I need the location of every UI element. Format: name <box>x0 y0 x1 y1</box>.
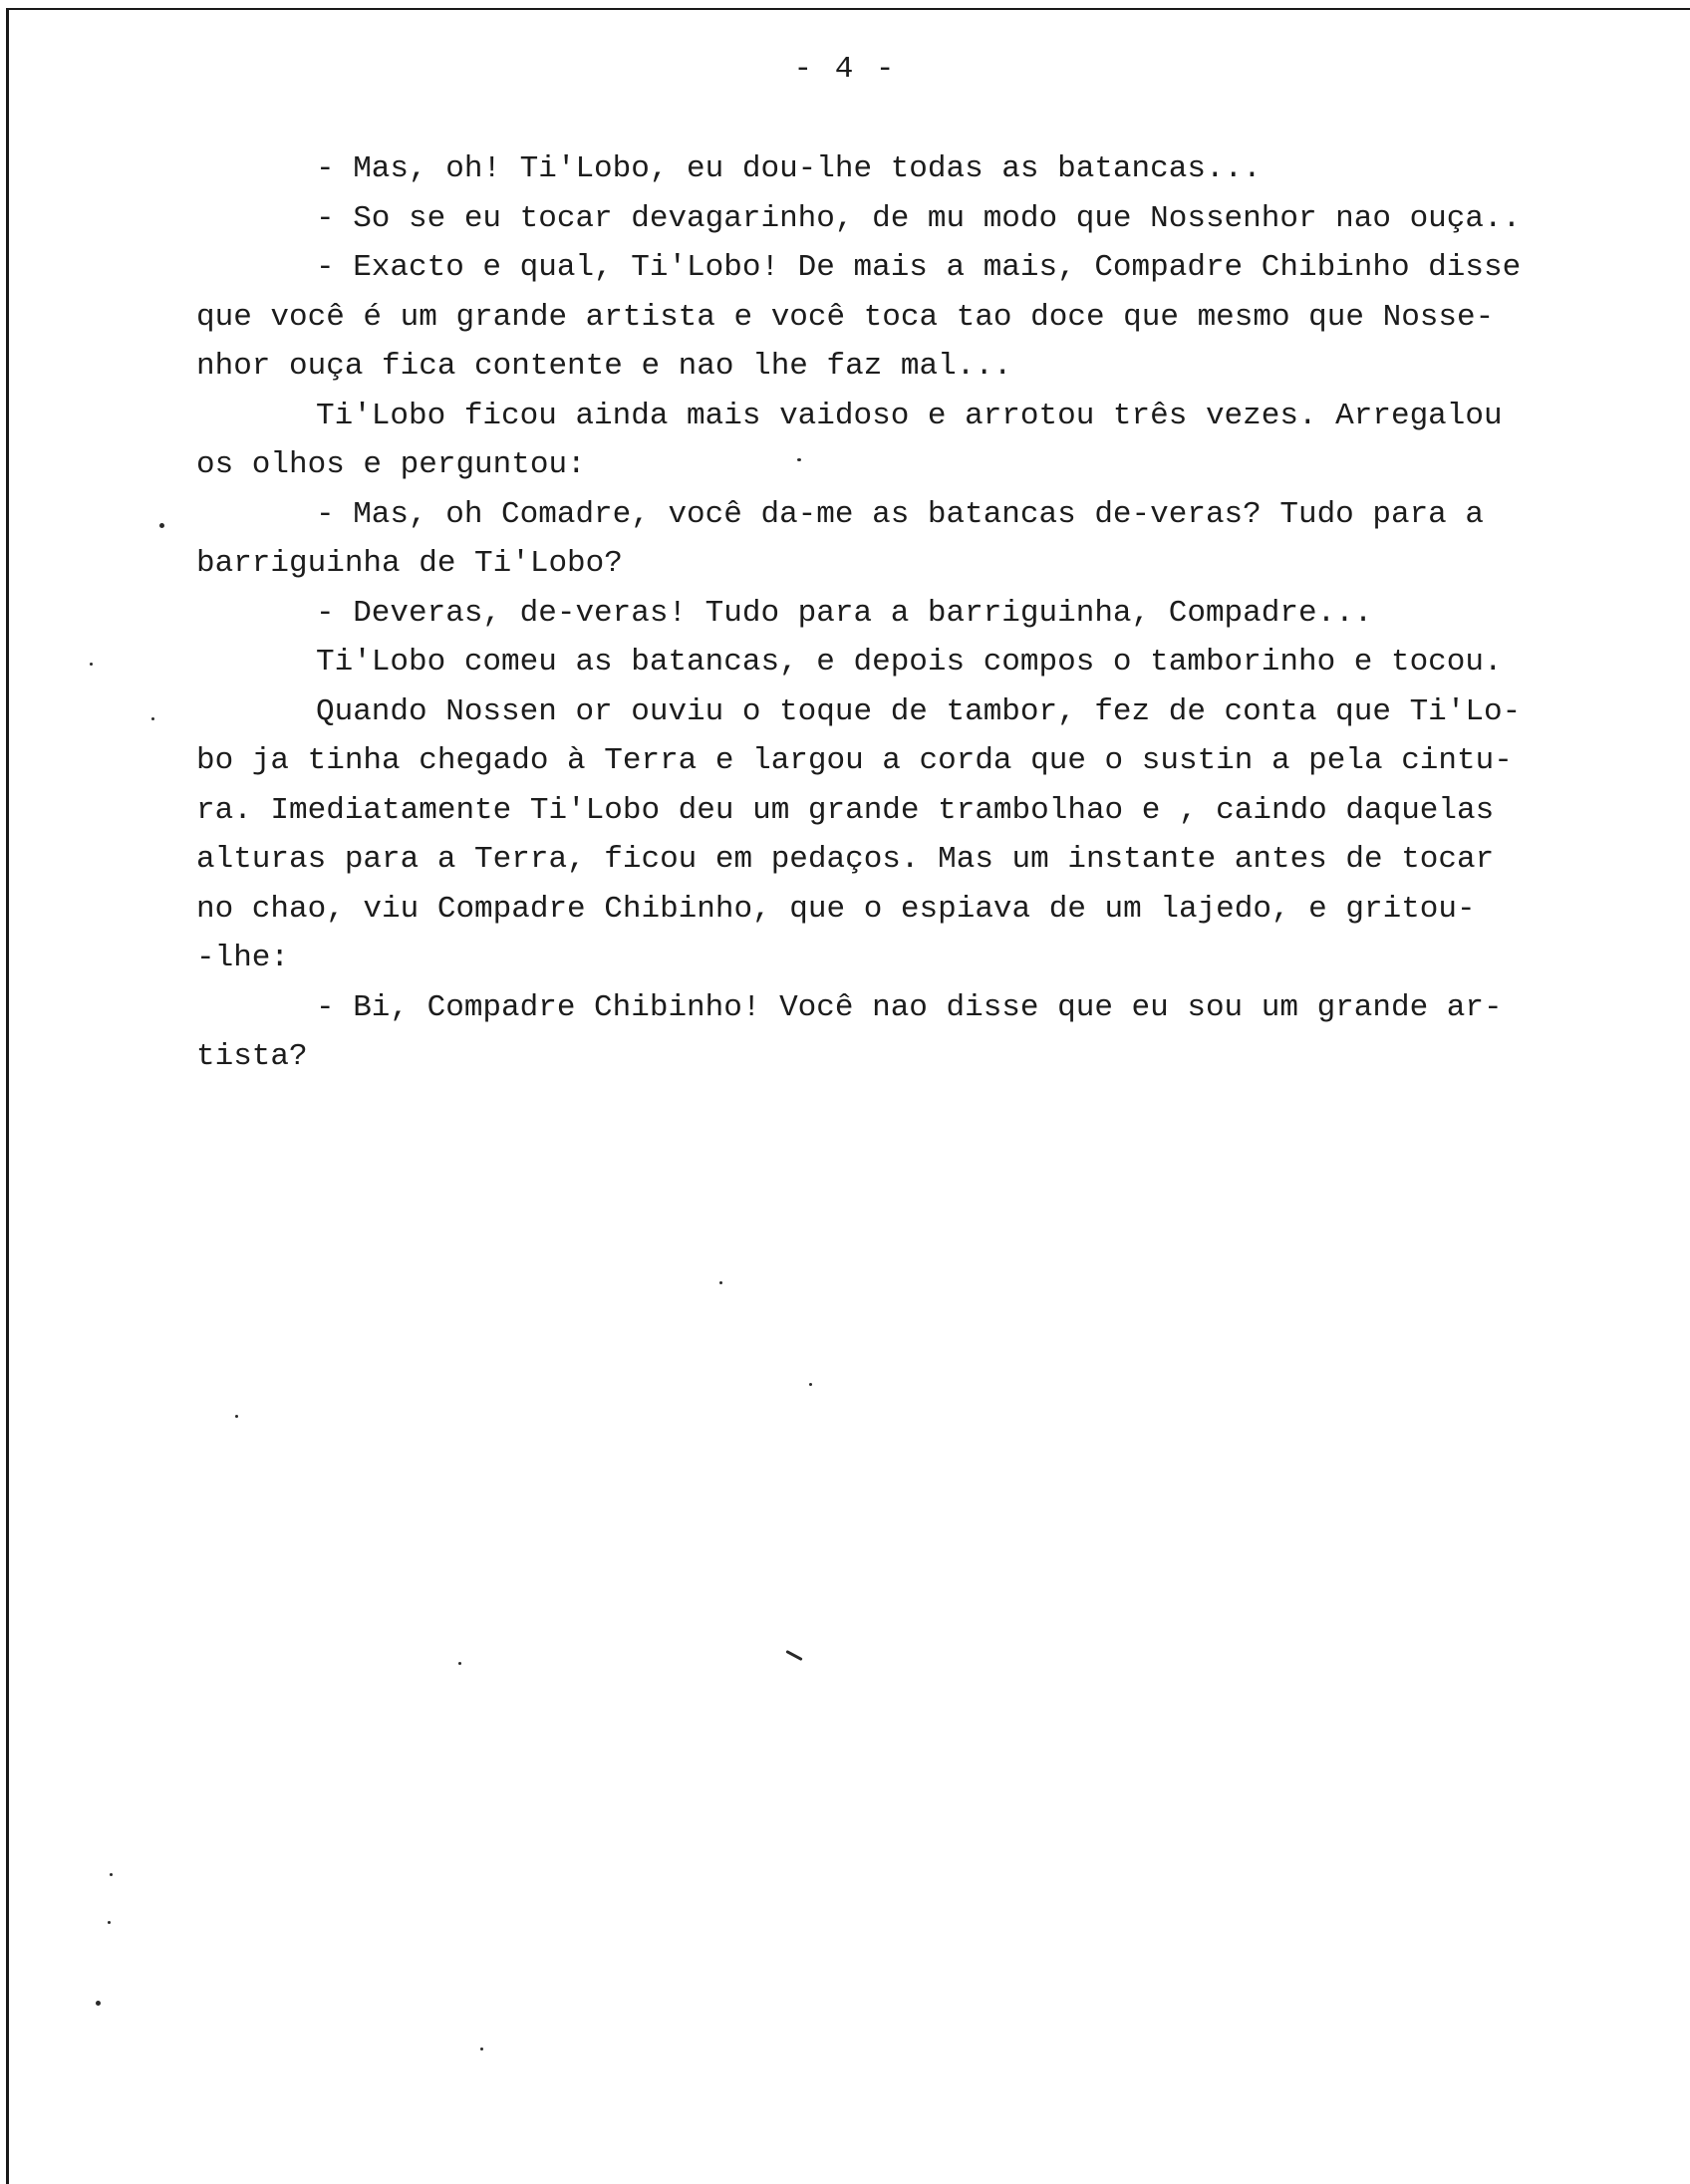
text-line: Ti'Lobo comeu as batancas, e depois compos o tamborinho e tocou. <box>316 645 1503 680</box>
text-line: Quando Nossen or ouviu o toque de tambor, fez de conta que Ti'Lo- <box>316 693 1522 729</box>
text-line: alturas para a Terra, ficou em pedaços. Mas um instante antes de tocar <box>196 842 1495 877</box>
text-line: - Mas, oh Comadre, você da-me as batancas de-veras? Tudo para a <box>316 496 1484 532</box>
text-line: barriguinha de Ti'Lobo? <box>196 546 623 581</box>
text-line: - So se eu tocar devagarinho, de mu modo que Nossenhor nao ouça.. <box>316 200 1522 236</box>
scan-speck <box>458 1662 461 1665</box>
scan-speck <box>809 1383 812 1386</box>
text-line: os olhos e perguntou: <box>196 447 586 482</box>
text-line: no chao, viu Compadre Chibinho, que o espiava de um lajedo, e gritou- <box>196 891 1476 927</box>
text-line: -lhe: <box>196 941 290 975</box>
text-line: - Deveras, de-veras! Tudo para a barriguinha, Compadre... <box>316 595 1373 631</box>
text-line: que você é um grande artista e você toca tao doce que mesmo que Nosse- <box>196 299 1495 335</box>
text-line: - Mas, oh! Ti'Lobo, eu dou-lhe todas as batancas... <box>316 151 1262 186</box>
text-line: - Exacto e qual, Ti'Lobo! De mais a mais, Compadre Chibinho disse <box>316 250 1522 285</box>
scan-speck <box>235 1415 238 1418</box>
scan-speck <box>90 663 93 666</box>
scan-speck <box>480 2048 483 2050</box>
text-line: bo ja tinha chegado à Terra e largou a corda que o sustin a pela cintu- <box>196 743 1513 778</box>
text-line: tista? <box>196 1039 308 1074</box>
scan-speck <box>159 523 164 528</box>
scan-speck <box>110 1873 113 1876</box>
text-line: - Bi, Compadre Chibinho! Você nao disse que eu sou um grande ar- <box>316 989 1503 1025</box>
page-number: - 4 - <box>793 52 897 87</box>
scan-edge-left <box>6 8 9 2184</box>
scan-speck <box>719 1281 722 1284</box>
scan-speck <box>797 458 801 461</box>
scan-edge-top <box>6 8 1690 10</box>
text-line: Ti'Lobo ficou ainda mais vaidoso e arrotou três vezes. Arregalou <box>316 398 1503 433</box>
story-text <box>196 144 1651 1082</box>
scan-speck <box>96 2001 101 2006</box>
scan-speck <box>785 1650 802 1661</box>
scan-speck <box>151 717 154 720</box>
text-line: nhor ouça fica contente e nao lhe faz mal... <box>196 349 1012 384</box>
scan-speck <box>108 1921 111 1924</box>
text-line: ra. Imediatamente Ti'Lobo deu um grande trambolhao e , caindo daquelas <box>196 792 1495 828</box>
